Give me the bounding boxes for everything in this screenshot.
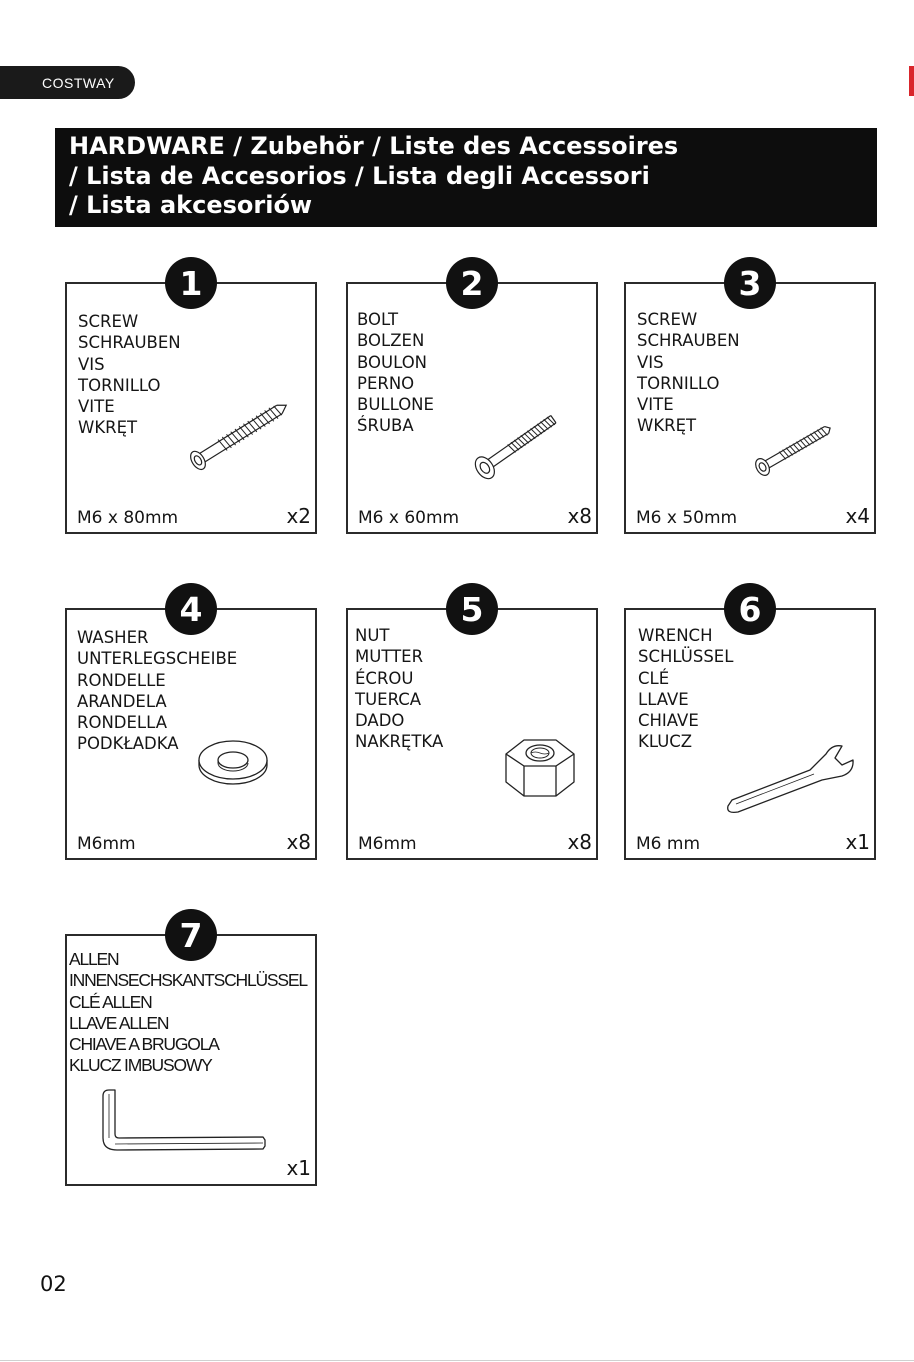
item-name-es: LLAVE [638, 689, 689, 709]
item-size: M6mm [358, 834, 417, 854]
item-quantity: x8 [567, 504, 592, 528]
item-name-de: MUTTER [355, 647, 424, 667]
item-name-it: RONDELLA [77, 713, 167, 733]
item-name-pl: WKRĘT [78, 418, 138, 438]
item-name-pl: ŚRUBA [357, 416, 414, 436]
item-size: M6 x 50mm [636, 508, 738, 528]
item-size: M6 mm [636, 834, 701, 854]
item-name-pl: WKRĘT [637, 416, 697, 436]
washer-icon [193, 736, 273, 788]
item-name-it: VITE [78, 397, 115, 417]
item-names [638, 625, 733, 753]
hardware-item-5 [346, 589, 598, 860]
item-quantity: x1 [286, 1156, 311, 1180]
hex-nut-icon [500, 726, 580, 802]
item-names [78, 311, 181, 439]
item-quantity: x1 [845, 830, 870, 854]
screw-icon [748, 422, 836, 478]
item-names [357, 309, 434, 437]
allen-key-icon [99, 1088, 269, 1160]
item-name-fr: RONDELLE [77, 670, 166, 690]
item-name-it: DADO [355, 711, 405, 731]
item-name-es: LLAVE ALLEN [69, 1012, 169, 1033]
item-name-it: CHIAVE A BRUGOLA [69, 1034, 219, 1055]
item-number-badge: 5 [446, 583, 498, 635]
item-name-fr: CLÉ ALLEN [69, 991, 152, 1012]
item-name-en: BOLT [357, 310, 399, 329]
item-number-badge: 4 [165, 583, 217, 635]
edge-marker [909, 66, 914, 96]
item-name-es: TUERCA [355, 689, 422, 709]
item-name-es: TORNILLO [637, 373, 720, 393]
item-name-en: SCREW [78, 312, 139, 331]
hardware-title-bar [55, 128, 877, 227]
title-line-2: / Lista de Accesorios / Lista degli Accessori [69, 161, 650, 190]
item-size: M6 x 60mm [358, 508, 460, 528]
item-name-fr: VIS [78, 354, 105, 374]
item-name-de: BOLZEN [357, 331, 425, 351]
item-name-en: SCREW [637, 310, 698, 329]
hardware-item-4 [65, 589, 317, 860]
item-quantity: x2 [286, 504, 311, 528]
item-name-es: TORNILLO [78, 375, 161, 395]
item-name-en: WRENCH [638, 626, 713, 645]
item-name-en: NUT [355, 626, 390, 645]
item-quantity: x4 [845, 504, 870, 528]
item-number-badge: 7 [165, 909, 217, 961]
item-name-pl: KLUCZ [638, 732, 693, 752]
hardware-item-7 [65, 915, 317, 1186]
item-name-en: WASHER [77, 628, 149, 647]
screw-icon [179, 400, 295, 472]
item-name-pl: PODKŁADKA [77, 734, 179, 754]
item-quantity: x8 [567, 830, 592, 854]
item-name-es: ARANDELA [77, 691, 167, 711]
hardware-item-3 [624, 263, 876, 534]
item-name-fr: BOULON [357, 352, 428, 372]
item-name-de: SCHRAUBEN [78, 333, 181, 353]
item-names [637, 309, 740, 437]
item-name-fr: ÉCROU [355, 668, 414, 688]
item-name-de: SCHLÜSSEL [638, 647, 734, 667]
hardware-item-2 [346, 263, 598, 534]
hardware-item-1 [65, 263, 317, 534]
item-name-fr: VIS [637, 352, 664, 372]
item-size: M6 x 80mm [77, 508, 179, 528]
wrench-icon [722, 732, 858, 822]
bolt-icon [466, 406, 566, 486]
item-name-it: BULLONE [357, 395, 434, 415]
item-name-es: PERNO [357, 373, 415, 393]
page-bottom-rule [0, 1360, 914, 1361]
item-name-pl: KLUCZ IMBUSOWY [69, 1055, 212, 1076]
title-line-3: / Lista akcesoriów [69, 191, 313, 219]
item-number-badge: 2 [446, 257, 498, 309]
hardware-item-6 [624, 589, 876, 860]
item-number-badge: 3 [724, 257, 776, 309]
item-name-de: SCHRAUBEN [637, 331, 740, 351]
item-names [355, 625, 443, 753]
brand-name: COSTWAY [42, 74, 115, 91]
item-name-de: UNTERLEGSCHEIBE [77, 649, 238, 669]
title-line-1: HARDWARE / Zubehör / Liste des Accessoires [69, 132, 679, 160]
item-name-fr: CLÉ [638, 668, 670, 688]
item-size: M6mm [77, 834, 136, 854]
item-name-de: INNENSECHSKANTSCHLÜSSEL [69, 970, 307, 991]
item-name-pl: NAKRĘTKA [355, 732, 444, 752]
item-quantity: x8 [286, 830, 311, 854]
page-number: 02 [40, 1272, 67, 1296]
item-name-en: ALLEN [69, 949, 119, 969]
item-number-badge: 6 [724, 583, 776, 635]
item-names [69, 949, 307, 1077]
item-name-it: VITE [637, 395, 674, 415]
item-number-badge: 1 [165, 257, 217, 309]
brand-logo [0, 66, 135, 99]
item-name-it: CHIAVE [638, 711, 699, 731]
